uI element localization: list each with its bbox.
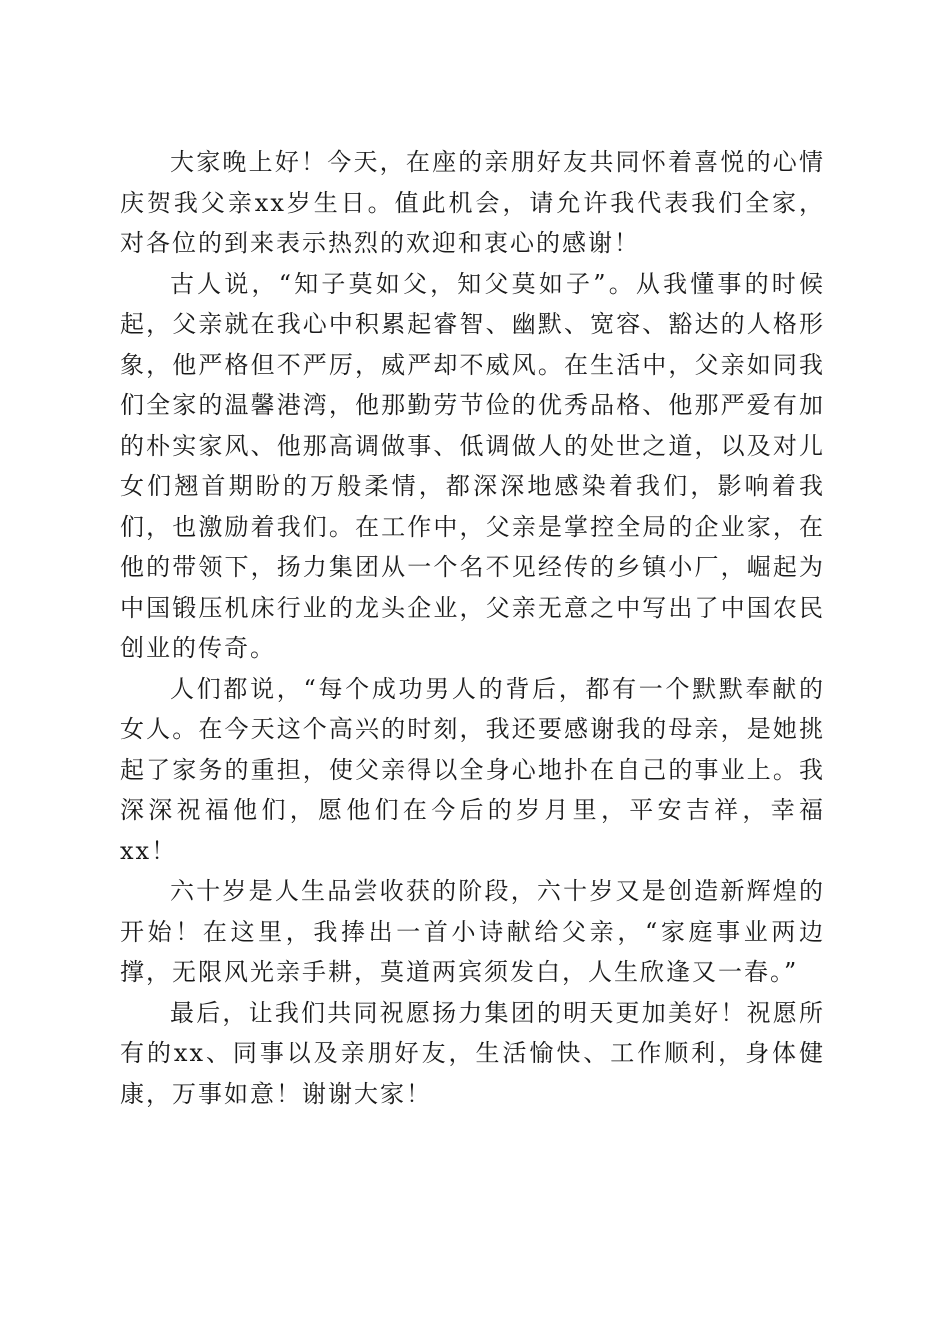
paragraph-poem: 六十岁是人生品尝收获的阶段，六十岁又是创造新辉煌的开始！在这里，我捧出一首小诗献给父亲，“家庭事业两边撑，无限风光亲手耕，莫道两宾须发白，人生欣逢又一春。” bbox=[120, 877, 825, 986]
paragraph-greeting: 大家晚上好！今天，在座的亲朋好友共同怀着喜悦的心情庆贺我父亲xx岁生日。值此机会，请允许我代表我们全家，对各位的到来表示热烈的欢迎和衷心的感谢！ bbox=[120, 148, 825, 257]
speech-body bbox=[120, 142, 825, 1114]
paragraph-father-praise: 古人说，“知子莫如父，知父莫如子”。从我懂事的时候起，父亲就在我心中积累起睿智、幽默、宽容、豁达的人格形象，他严格但不严厉，威严却不威风。在生活中，父亲如同我们全家的温馨港湾，他那勤劳节俭的优秀品格、他那严爱有加的朴实家风、他那高调做事、低调做人的处世之道，以及对儿女们翘首期盼的万般柔情，都深深地感染着我们，影响着我们，也激励着我们。在工作中，父亲是掌控全局的企业家，在他的带领下，扬力集团从一个名不见经传的乡镇小厂，崛起为中国锻压机床行业的龙头企业，父亲无意之中写出了中国农民创业的传奇。 bbox=[120, 269, 825, 662]
paragraph-mother-thanks: 人们都说，“每个成功男人的背后，都有一个默默奉献的女人。在今天这个高兴的时刻，我还要感谢我的母亲，是她挑起了家务的重担，使父亲得以全身心地扑在自己的事业上。我深深祝福他们，愿他们在今后的岁月里，平安吉祥，幸福xx！ bbox=[120, 674, 825, 865]
paragraph-closing: 最后，让我们共同祝愿扬力集团的明天更加美好！祝愿所有的xx、同事以及亲朋好友，生活愉快、工作顺利，身体健康，万事如意！谢谢大家！ bbox=[120, 998, 825, 1108]
